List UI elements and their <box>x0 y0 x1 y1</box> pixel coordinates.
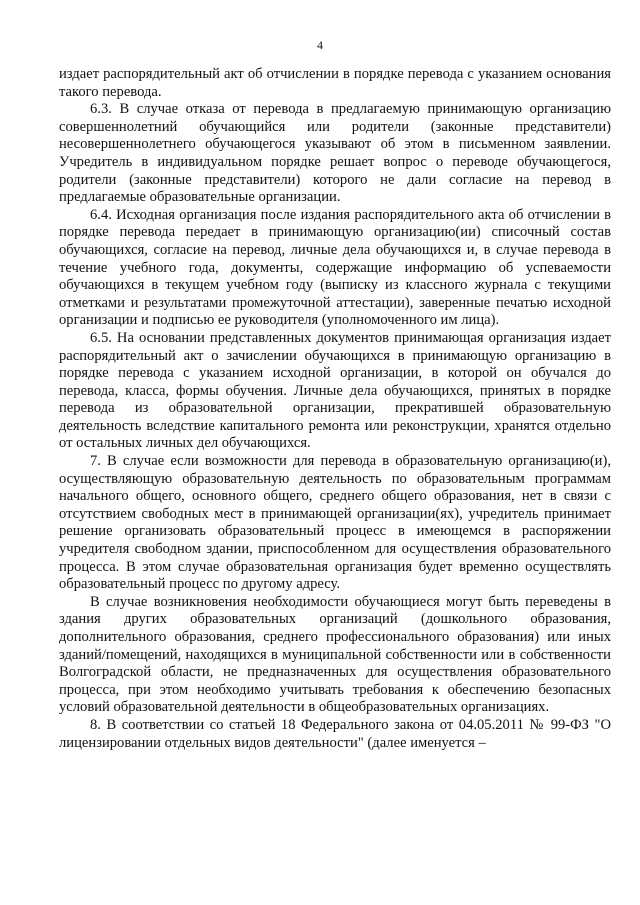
paragraph-8: 8. В соответствии со статьей 18 Федерального закона от 04.05.2011 № 99-ФЗ "О лицензировании отдельных видов деятельности" (далее именуется – <box>59 716 611 751</box>
paragraph-7-continued: В случае возникновения необходимости обучающиеся могут быть переведены в здания других образовательных организаций (дошкольного образования, дополнительного образования, среднего профессионального образования) или иных зданий/помещений, находящихся в муниципальной собственности или в собственности Волгоградской области, не предназначенных для осуществления образовательного процесса, при этом необходимо учитывать требования к обеспечению безопасных условий образовательной деятельности в общеобразовательных организациях. <box>59 593 611 716</box>
paragraph-6-4: 6.4. Исходная организация после издания распорядительного акта об отчислении в порядке перевода передает в принимающую организацию(ии) списочный состав обучающихся, согласие на перевод, личные дела обучающихся и, в случае перевода в течение учебного года, документы, содержащие информацию об успеваемости обучающихся в текущем учебном году (выписку из классного журнала с текущими отметками и результатами промежуточной аттестации), заверенные печатью исходной организации и подписью ее руководителя (уполномоченного им лица). <box>59 206 611 329</box>
paragraph-intro: издает распорядительный акт об отчислении в порядке перевода с указанием основания такого перевода. <box>59 66 611 100</box>
paragraph-6-3: 6.3. В случае отказа от перевода в предлагаемую принимающую организацию совершеннолетний обучающийся или родители (законные представители) несовершеннолетнего обучающегося указывают об этом в письменном заявлении. Учредитель в индивидуальном порядке решает вопрос о переводе обучающегося, родители (законные представители) которого не дали согласие на перевод в предлагаемые образовательные организации. <box>59 101 611 206</box>
paragraph-6-5: 6.5. На основании представленных документов принимающая организация издает распорядительный акт о зачислении обучающихся в принимающую организацию в порядке перевода с указанием исходной организации, в которой он обучался до перевода, класса, формы обучения. Личные дела обучающихся, принятых в порядке перевода из образовательной организации, прекратившей образовательную деятельность вследствие капитального ремонта или реконструкции, хранятся отдельно от остальных личных дел обучающихся. <box>59 329 611 452</box>
paragraph-7: 7. В случае если возможности для перевода в образовательную организацию(и), осуществляющую образовательную деятельность по образовательным программам начального общего, основного общего, среднего общего образования, нет в связи с отсутствием свободных мест в принимающей организации(ях), учредитель принимает решение организовать образовательный процесс в имеющемся в распоряжении учредителя свободном здании, приспособленном для осуществления образовательного процесса. В этом случае образовательная организация будет временно осуществлять образовательный процесс по другому адресу. <box>59 453 611 593</box>
document-body <box>59 66 611 752</box>
page-number: 4 <box>317 38 323 52</box>
